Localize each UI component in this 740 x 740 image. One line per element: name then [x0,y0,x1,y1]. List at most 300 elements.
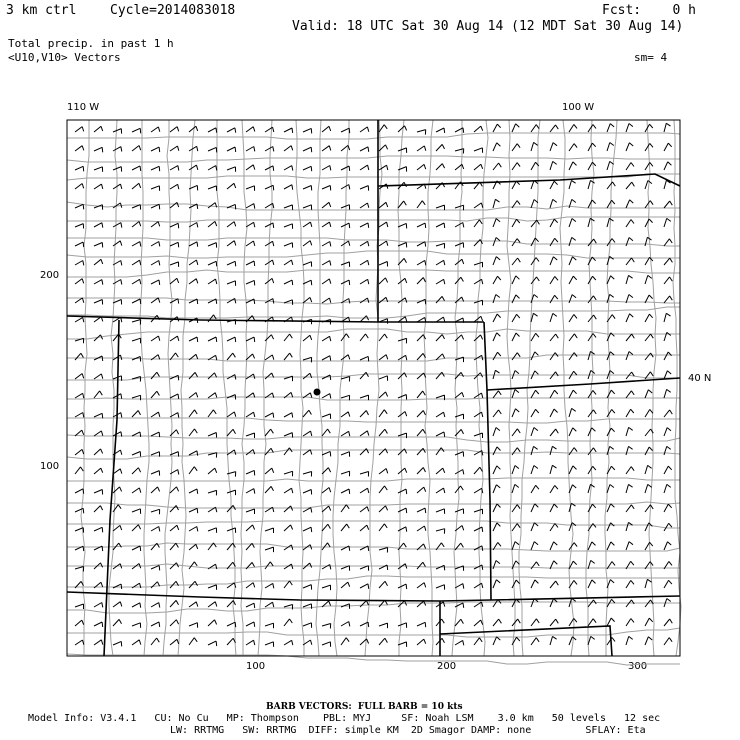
valid-time: Valid: 18 UTC Sat 30 Aug 14 (12 MDT Sat 30 Aug 14) [292,19,684,34]
x-tick-300: 300 [628,661,648,672]
wind-barb [493,637,500,645]
wind-barb [303,147,312,152]
wind-barb [322,488,331,494]
wind-barb [531,485,539,493]
wind-barb [607,124,614,132]
wind-barb [227,429,236,436]
wind-barb [208,243,217,248]
wind-barb [379,410,387,417]
wind-barb [227,450,236,455]
wind-barb [170,166,179,171]
wind-barb [531,142,538,151]
wind-barb [341,185,350,190]
wind-barb [132,146,141,152]
wind-barb [512,409,519,417]
wind-barb [645,409,653,417]
wind-barb [170,506,179,513]
wind-barb [436,243,445,248]
wind-barb [265,602,274,607]
wind-barb [75,489,84,494]
wind-barb [550,465,557,474]
wind-barb [379,202,388,208]
wind-barb [455,452,464,457]
wind-barb [664,504,672,512]
wind-barb [588,428,595,436]
wind-barb [284,564,293,569]
wind-barb [94,527,103,532]
wind-barb [436,223,445,228]
wind-barb [341,622,350,627]
wind-barb [341,128,350,133]
wind-barb [170,563,179,569]
wind-barb [284,525,293,531]
wind-barb [170,336,179,341]
wind-barb [474,467,482,474]
wind-barb [417,639,426,645]
wind-barb [151,487,160,493]
wind-barb [284,334,292,341]
wind-barb [645,637,652,645]
wind-barb [607,352,614,360]
wind-barb [94,622,103,627]
wind-barb [132,468,141,474]
wind-barb [626,143,633,151]
wind-barb [645,275,652,284]
wind-barb [227,128,236,133]
wind-barb [436,164,445,170]
wind-barb [208,528,217,533]
wind-barb [626,505,634,512]
wind-barb [455,277,463,284]
wind-barb [398,355,407,360]
wind-barb [531,333,539,341]
wind-barb [341,452,350,457]
wind-barb [94,431,103,436]
wind-barb [151,166,160,171]
wind-barb [645,579,652,588]
wind-barb [151,298,160,303]
wind-barb [531,390,539,398]
wind-barb [75,317,84,322]
wind-barb [569,353,577,360]
wind-barb [512,524,520,531]
wind-barb [265,147,274,152]
wind-barb [246,165,255,170]
wind-barb [493,199,500,208]
wind-barb [246,583,255,588]
wind-barb [170,202,179,208]
wind-barb [227,601,236,608]
border-co-west [104,320,119,656]
wind-barb [417,260,426,265]
wind-barb [626,352,633,361]
wind-barb [341,412,350,417]
wind-barb [664,580,672,588]
wind-barb [531,542,538,550]
wind-barb [436,128,445,133]
wind-barb [436,529,445,534]
wind-barb [75,146,84,151]
model-info-line2: LW: RRTMG SW: RRTMG DIFF: simple KM 2D Smagor DAMP: none SFLAY: Eta [170,725,646,736]
wind-barb [360,186,369,191]
wind-barb [94,640,103,645]
wind-barb [113,129,122,134]
wind-barb [170,394,179,399]
wind-barb [303,357,312,362]
wind-barb [265,486,274,493]
wind-barb [550,599,557,607]
wind-barb [550,636,557,645]
wind-barb [550,619,558,626]
wind-barb [189,544,198,550]
wind-barb [151,565,160,570]
wind-barb [550,219,558,227]
wind-barb [132,603,141,608]
wind-barb [645,390,652,398]
wind-barb [284,205,293,210]
wind-barb [113,167,122,172]
wind-barb [531,504,538,512]
wind-barb [493,428,500,437]
wind-barb [626,484,633,493]
wind-barb [664,143,672,151]
barb-legend: BARB VECTORS: FULL BARB = 10 kts [266,702,463,712]
wind-barb [379,297,388,303]
wind-barb [246,186,255,191]
wind-barb [398,489,407,494]
wind-barb [550,276,558,284]
wind-barb [170,262,179,267]
wind-barb [417,278,426,285]
wind-barb [531,580,538,588]
wind-barb [493,124,501,132]
wind-barb [360,203,369,208]
wind-barb [626,182,634,189]
wind-barb [75,353,83,360]
wind-barb [303,431,312,436]
wind-barb [436,335,445,342]
wind-barb [550,334,558,341]
wind-barb [303,166,312,171]
wind-barb [569,466,577,474]
wind-barb [626,467,634,474]
wind-barb [246,147,255,152]
wind-barb [645,505,653,512]
wind-barb [322,414,331,419]
wind-barb [170,375,179,380]
wind-barb [455,509,464,514]
city-dot [314,389,321,396]
wind-barb [417,130,426,135]
wind-barb [512,124,519,132]
wind-barb [493,504,501,512]
wind-barb [398,623,407,628]
wind-barb [550,581,558,588]
wind-barb [379,262,388,267]
wind-barb [227,528,236,533]
wind-barb [189,467,197,474]
wind-barb [208,279,217,284]
wind-barb [265,468,274,474]
wind-barb [265,429,273,436]
wind-barb [607,143,614,152]
wind-barb [284,471,293,476]
wind-barb [132,452,141,457]
wind-barb [360,472,369,477]
wind-barb [246,470,255,475]
wind-barb [341,471,350,476]
wind-barb [265,642,274,647]
wind-barb [436,372,444,379]
wind-barb [132,640,141,645]
wind-barb [265,583,274,588]
wind-barb [493,333,500,341]
wind-barb [94,147,103,152]
wind-barb [474,527,483,532]
wind-barb [664,638,672,645]
wind-barb [322,543,330,550]
wind-barb [265,547,274,552]
wind-barb [607,523,614,531]
wind-barb [75,279,84,284]
wind-barb [132,166,141,171]
wind-barb [132,320,141,325]
wind-barb [512,144,520,151]
wind-barb [151,222,160,227]
wind-barb [284,619,292,626]
x-tick-100: 100 [246,661,266,672]
wind-barb [227,337,236,342]
wind-barb [113,525,122,531]
wind-barb [531,466,538,475]
wind-barb [379,165,388,170]
wind-barb [626,220,634,228]
wind-barb [626,542,633,550]
wind-barb [94,300,103,305]
wind-barb [569,543,577,550]
wind-barb [664,201,672,208]
wind-barb [474,638,482,645]
wind-barb [550,446,557,455]
wind-barb [341,489,350,494]
wind-barb [455,205,464,210]
wind-barb [360,165,369,170]
wind-barb [417,583,426,588]
wind-barb [379,355,388,360]
wind-barb [284,605,293,610]
lon-label-100w: 100 W [562,102,595,113]
wind-barb [132,299,141,304]
wind-barb [512,353,520,360]
wind-barb [417,601,426,607]
wind-barb [626,258,634,265]
wind-barb [569,314,577,322]
wind-barb [75,508,84,513]
wind-barb [626,391,634,398]
wind-barb [360,127,369,132]
wind-barb [208,186,217,191]
border-ks-ne [487,378,680,390]
wind-barb [170,525,179,531]
wind-barb [588,390,596,398]
wind-barb [284,260,293,265]
wind-barb [474,412,483,417]
wind-barb [550,409,558,417]
wind-barb [170,184,179,189]
wind-barb [303,623,312,628]
wind-barb [75,467,83,474]
wind-barb [626,163,634,171]
wind-barb [417,391,425,398]
wind-barb [113,223,122,228]
wind-barb [626,427,633,436]
wind-barb [626,580,634,588]
wind-barb [227,204,236,209]
wind-barb [322,624,331,629]
wind-barb [227,353,235,360]
wind-barb [151,242,160,247]
wind-barb [227,167,236,172]
wind-barb [75,127,84,132]
wind-barb [132,338,141,343]
wind-barb [75,204,84,209]
wind-barb [550,238,558,246]
wind-barb [664,389,671,398]
wind-barb [417,429,425,436]
wind-barb [588,276,596,284]
wind-barb [436,260,445,265]
y-tick-100: 100 [40,461,60,472]
wind-barb [341,524,349,531]
wind-barb [493,410,501,417]
wind-barb [341,205,350,210]
wind-barb [151,603,160,608]
wind-barb [360,395,369,400]
wind-barb [75,224,84,229]
wind-barb [360,334,368,341]
wind-barb [208,490,217,495]
wind-barb [664,277,672,284]
wind-barb [75,298,84,303]
wind-barb [531,428,538,437]
x-tick-200: 200 [437,661,457,672]
wind-barb [379,486,387,493]
wind-barb [132,546,141,551]
wind-barb [607,618,615,626]
wind-barb [303,205,312,210]
wind-barb [341,582,350,588]
wind-barb [322,202,331,208]
wind-barb [417,622,426,627]
wind-barb [132,128,141,133]
wind-barb [189,562,197,569]
wind-barb [645,542,653,550]
wind-barb [607,239,615,247]
model-label: 3 km ctrl [6,3,77,18]
wind-barb [588,619,596,626]
wind-barb [151,527,160,532]
wind-barb [284,581,292,588]
wind-barb [550,295,558,303]
wind-barb [170,600,179,607]
wind-barb [645,353,653,360]
wind-barb [626,522,633,531]
wind-barb [265,448,273,455]
wind-barb [531,409,539,417]
wind-barb [493,314,501,322]
wind-barb [208,147,217,152]
wind-barb [436,448,444,455]
wind-barb [189,638,197,645]
wind-barb [398,584,407,589]
wind-barb [94,223,103,228]
wind-barb [170,146,179,151]
wind-barb [246,489,255,494]
wind-barb [398,412,407,418]
wind-barb [322,146,331,151]
wind-barb [227,490,236,495]
wind-barb [246,640,255,645]
wind-barb [664,123,671,132]
wind-barb [474,164,483,170]
wind-barb [379,376,388,381]
wind-barb [436,509,445,514]
wind-barb [607,428,615,436]
wind-barb [246,450,255,456]
wind-barb [341,334,349,341]
wind-barb [227,261,236,266]
wind-barb [474,509,483,514]
wind-barb [94,506,103,512]
wind-barb [645,162,653,170]
wind-barb [170,127,179,132]
wind-barb [75,449,84,455]
smoothing-label: sm= 4 [634,51,668,64]
wind-barb [208,128,217,133]
lon-label-110w: 110 W [67,102,100,113]
wind-barb [607,504,614,512]
wind-barb [664,239,672,246]
wind-barb [284,506,293,512]
wind-barb [417,448,425,455]
wind-barb [493,352,501,360]
wind-barb [474,126,483,132]
wind-barb [588,239,596,246]
wind-barb [588,448,596,455]
wind-barb [379,125,387,132]
wind-barb [208,585,217,590]
wind-barb [531,181,538,190]
wind-barb [208,468,217,474]
wind-barb [417,468,426,475]
wind-barb [246,525,255,531]
wind-barb [569,257,576,265]
wind-barb [265,127,274,132]
wind-barb [94,184,103,189]
wind-barb [474,433,483,438]
wind-barb [208,433,217,438]
wind-barb [493,295,500,304]
wind-barb [607,542,614,550]
wind-barb [227,147,236,152]
wind-barb [588,636,595,645]
wind-barb [341,166,350,171]
lat-label-40n: 40 N [688,373,712,384]
wind-barb [417,487,426,493]
wind-barb [664,296,672,303]
wind-barb [569,276,577,284]
wind-barb [189,527,198,532]
